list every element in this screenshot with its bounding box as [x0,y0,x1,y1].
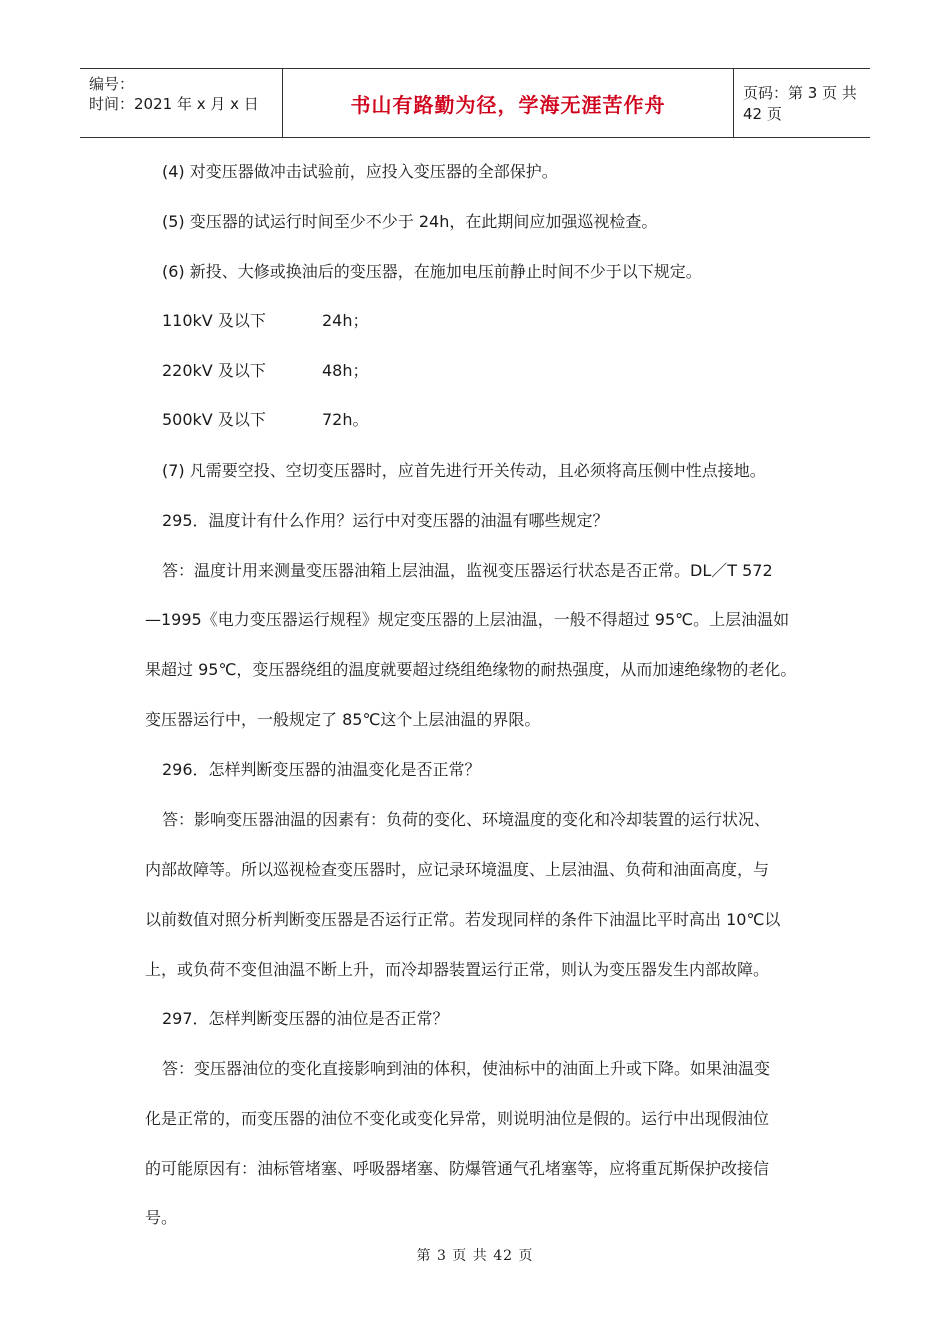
rule-time-220: 48h； [322,361,369,380]
answer-295-line-1: 答：温度计用来测量变压器油箱上层油温，监视变压器运行状态是否正常。DL／T 572 [162,561,773,580]
motto-text: 书山有路勤为径，学海无涯苦作舟 [350,92,666,117]
question-297: 297．怎样判断变压器的油位是否正常？ [162,1009,449,1028]
paragraph-6: (6) 新投、大修或换油后的变压器，在施加电压前静止时间不少于以下规定。 [162,262,702,281]
header-page-cell [733,69,870,137]
document-header [80,68,870,138]
number-label: 编号： [89,75,135,93]
time-label: 时间：2021 年 x 月 x 日 [89,95,259,113]
header-page-info: 页码：第 3 页 共 42 页 [743,84,857,123]
answer-297-line-4: 号。 [145,1208,178,1227]
answer-296-line-3: 以前数值对照分析判断变压器是否运行正常。若发现同样的条件下油温比平时高出 10℃以 [145,910,781,929]
question-296: 296．怎样判断变压器的油温变化是否正常？ [162,760,481,779]
rule-voltage-220: 220kV 及以下 [162,361,266,380]
header-meta [80,69,282,137]
rule-voltage-110: 110kV 及以下 [162,311,266,330]
page-footer: 第 3 页 共 42 页 [416,1248,534,1264]
answer-297-line-2: 化是正常的，而变压器的油位不变化或变化异常，则说明油位是假的。运行中出现假油位 [145,1109,770,1128]
answer-296-line-2: 内部故障等。所以巡视检查变压器时，应记录环境温度、上层油温、负荷和油面高度，与 [145,860,770,879]
answer-296-line-4: 上，或负荷不变但油温不断上升，而冷却器装置运行正常，则认为变压器发生内部故障。 [145,960,770,979]
paragraph-4: (4) 对变压器做冲击试验前，应投入变压器的全部保护。 [162,162,558,181]
answer-296-line-1: 答：影响变压器油温的因素有：负荷的变化、环境温度的变化和冷却装置的运行状况、 [162,810,771,829]
rule-voltage-500: 500kV 及以下 [162,410,266,429]
answer-297-line-3: 的可能原因有：油标管堵塞、呼吸器堵塞、防爆管通气孔堵塞等，应将重瓦斯保护改接信 [145,1159,770,1178]
question-295: 295．温度计有什么作用？运行中对变压器的油温有哪些规定？ [162,511,609,530]
answer-295-line-2: —1995《电力变压器运行规程》规定变压器的上层油温，一般不得超过 95℃。上层油温如 [145,610,790,629]
paragraph-7: (7) 凡需要空投、空切变压器时，应首先进行开关传动，且必须将高压侧中性点接地。 [162,461,766,480]
rule-time-500: 72h。 [322,410,369,429]
answer-295-line-3: 果超过 95℃，变压器绕组的温度就要超过绕组绝缘物的耐热强度，从而加速绝缘物的老化。 [145,660,797,679]
answer-295-line-4: 变压器运行中，一般规定了 85℃这个上层油温的界限。 [145,710,541,729]
answer-297-line-1: 答：变压器油位的变化直接影响到油的体积，使油标中的油面上升或下降。如果油温变 [162,1059,771,1078]
header-motto-cell [282,69,734,137]
paragraph-5: (5) 变压器的试运行时间至少不少于 24h，在此期间应加强巡视检查。 [162,212,658,231]
rule-time-110: 24h； [322,311,369,330]
